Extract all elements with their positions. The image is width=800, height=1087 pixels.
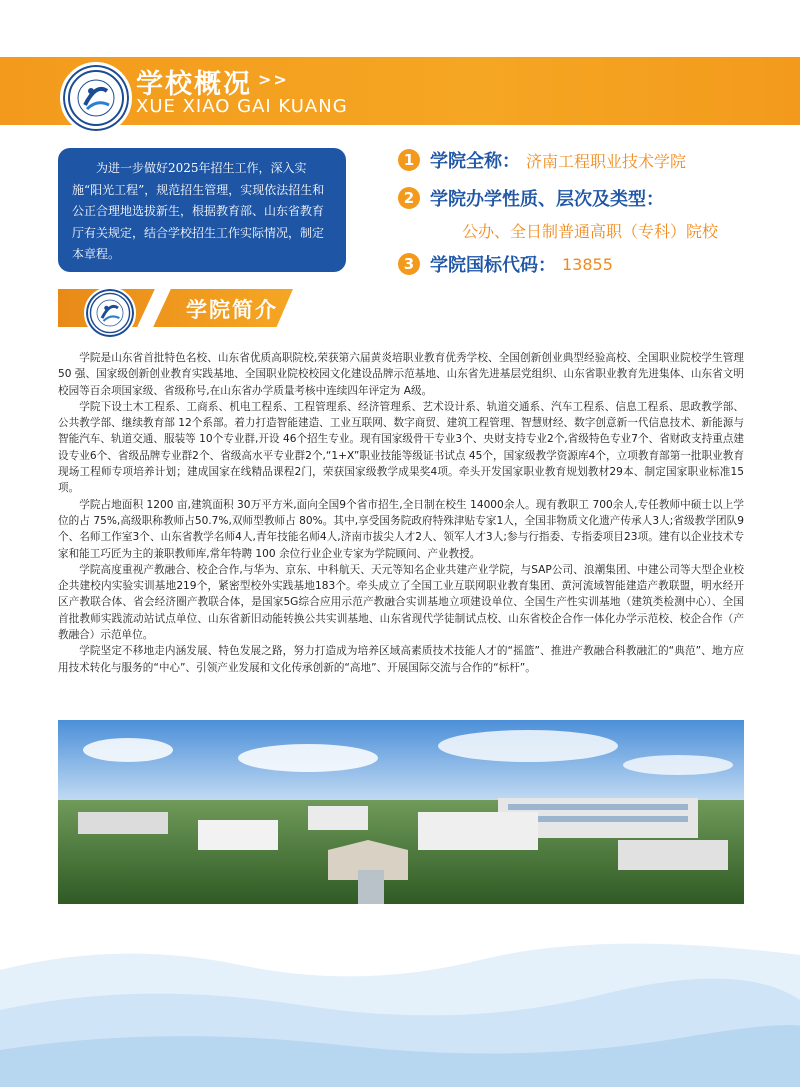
title-arrows: >> <box>258 70 289 89</box>
number-badge: 1 <box>398 149 420 171</box>
fact-code <box>398 251 613 277</box>
wave-decoration <box>0 900 800 1087</box>
intro-body <box>58 350 744 676</box>
number-badge: 2 <box>398 187 420 209</box>
paragraph: 学院下设土木工程系、工商系、机电工程系、工程管理系、经济管理系、艺术设计系、轨道交通系、汽车工程系、信息工程系、思政教学部、公共教学部、继续教育部 12个系部。着力打造智能建造、工业互联网、数字商贸、建筑工程管理、智慧财经、数字创意新一代信息技术、新能源与智能汽车、轨道交通、服装等 10个专业群,开设 46个招生专业。现有国家级骨干专业3个、央财支持专业2个,省级特色专业7个、省财政支持重点建设专业6个、省级品牌专业群2个、省级高水平专业群2个,“1+X”职业技能等级证书试点 45个，国家级教学资源库4个，立项教育部第一批职业教育现场工程师专项培养计划；建成国家在线精品课程2门，荣获国家级教学成果奖4项。牵头开发国家职业教育规划教材29本、制定国家职业标准15项。 <box>58 400 744 495</box>
paragraph: 学院是山东省首批特色名校、山东省优质高职院校,荣获第六届黄炎培职业教育优秀学校、全国创新创业典型经验高校、全国职业院校学生管理 50 强、国家级创新创业教育实践基地、全国职业院校校园文化建设品牌示范基地、山东省先进基层党组织、山东省职业教育先进集体、山东省文明校园等百余项国家级、省级称号,在山东省办学质量考核中连续四年评定为 A级。 <box>58 352 744 397</box>
fact-value: 13855 <box>562 254 613 274</box>
fact-label: 学院办学性质、层次及类型： <box>430 189 664 210</box>
page-title: 学校概况 <box>136 69 252 100</box>
page-subtitle-pinyin: XUE XIAO GAI KUANG <box>136 96 348 117</box>
campus-aerial-photo <box>58 720 744 904</box>
paragraph: 学院占地面积 1200 亩,建筑面积 30万平方米,面向全国9个省市招生,全日制在校生 14000余人。现有教职工 700余人,专任教师中硕士以上学位的占 75%,高级职称教师占50.7%,双师型教师占 80%。其中,享受国务院政府特殊津贴专家1人，全国非物质文化遗产传承人3人;省级教学团队9个、名师工作室3个、山东省教学名师4人,青年技能名师4人,济南市拔尖人才2人、领军人才3人;参与行指委、专指委项目23项。建有以企业技术专家和能工巧匠为主的兼职教师库,常年特聘 100 余位行业企业专家为学院顾问、产业教授。 <box>58 498 744 560</box>
number-badge: 3 <box>398 253 420 275</box>
fact-nature <box>398 185 664 211</box>
fact-full-name <box>398 147 686 173</box>
paragraph: 学院高度重视产教融合、校企合作,与华为、京东、中科航天、天元等知名企业共建产业学院，与SAP公司、浪潮集团、中建公司等大型企业校企共建校内实验实训基地219个，紧密型校外实践基地183个。牵头成立了全国工业互联网职业教育集团、黄河流域智能建造产教联盟，明水经开区产教联合体、省会经济圈产教联合体，是国家5G综合应用示范产教融合实训基地立项建设单位、全国生产性实训基地（建筑类检测中心）、全国首批教师实践流动站试点单位、山东省新旧动能转换公共实训基地、山东省现代学徒制试点校、山东省校企合作一体化办学示范校、校企合作（产教融合）示范单位。 <box>58 563 744 642</box>
school-logo-icon <box>84 287 136 339</box>
fact-label: 学院全称： <box>430 151 520 172</box>
fact-value: 公办、全日制普通高职（专科）院校 <box>462 222 719 241</box>
intro-box: 为进一步做好2025年招生工作，深入实施“阳光工程”，规范招生管理，实现依法招生和公正合理地选拔新生，根据教育部、山东省教育厅有关规定，结合学校招生工作实际情况，制定本章程。 <box>58 148 346 272</box>
paragraph: 学院坚定不移地走内涵发展、特色发展之路，努力打造成为培养区域高素质技术技能人才的“摇篮”、推进产教融合科教融汇的“典范”、地方应用技术转化与服务的“中心”、引领产业发展和文化传承创新的“高地”、开展国际交流与合作的“标杆”。 <box>58 645 744 674</box>
fact-value: 济南工程职业技术学院 <box>526 151 687 171</box>
school-logo-icon <box>60 62 132 134</box>
section-title: 学院简介 <box>186 298 278 322</box>
fact-label: 学院国标代码： <box>430 255 556 276</box>
